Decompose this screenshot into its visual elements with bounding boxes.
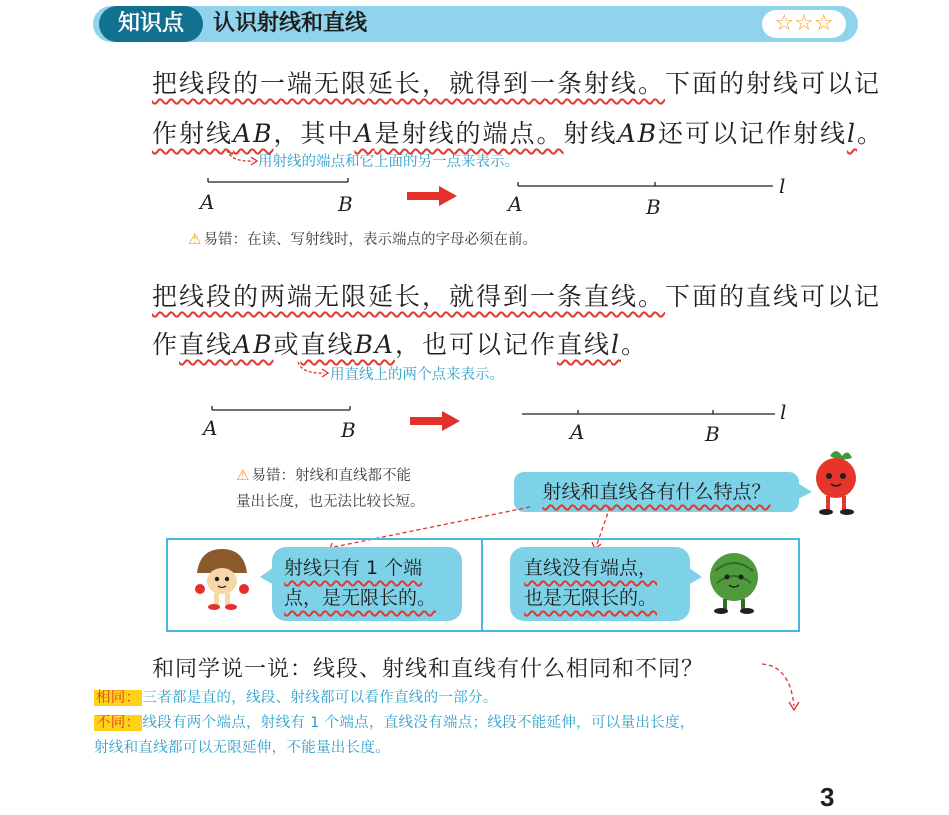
same-answer <box>94 686 498 707</box>
comparison-divider <box>481 538 483 632</box>
discussion-prompt: 和同学说一说：线段、射线和直线有什么相同和不同？ <box>152 657 705 682</box>
warning-icon: ⚠ <box>236 466 250 484</box>
ray-warning <box>188 228 537 249</box>
topic-tag: 知识点 <box>99 6 203 42</box>
label-b: B <box>338 192 353 216</box>
ray-definition-line-1 <box>152 64 881 100</box>
ray-answer-line-2: 点，是无限长的。 <box>284 587 437 609</box>
label-b: B <box>705 422 720 446</box>
line-word: 直线 <box>179 330 234 359</box>
dashed-arrow-icon <box>760 662 808 714</box>
label-a: A <box>200 190 215 214</box>
star-icon: ☆☆☆ <box>774 11 834 36</box>
label-b: B <box>341 418 356 442</box>
line-ab: AB <box>233 330 274 359</box>
diff-answer-cont: 射线和直线都可以无限延伸，不能量出长度。 <box>94 740 390 756</box>
ray-answer-line-1: 射线只有 1 个端 <box>284 557 423 579</box>
same-label: 相同： <box>96 690 141 706</box>
question-text: 射线和直线各有什么特点？ <box>542 481 771 503</box>
arrow-icon <box>410 417 446 425</box>
label-l: l <box>780 400 787 424</box>
line-ba: BA <box>354 330 395 359</box>
label-l: l <box>779 174 786 198</box>
diff-answer <box>94 711 695 732</box>
same-text: 三者都是直的，线段、射线都可以看作直线的一部分。 <box>142 690 498 706</box>
ray-l: l <box>847 119 858 148</box>
ray-diagram <box>195 172 795 222</box>
line-answer-line-2: 也是无限长的。 <box>524 587 658 609</box>
text-or: 或 <box>273 330 301 359</box>
text-qizhong: ，其中 <box>273 119 355 148</box>
line-l-underlined <box>557 330 621 359</box>
line-answer-bubble <box>510 547 690 621</box>
diff-text-1: 线段有两个端点，射线有 1 个端点，直线没有端点；线段不能延伸，可以量出长度， <box>142 715 695 731</box>
page-title: 认识射线和直线 <box>213 11 368 36</box>
text-ray: 射线 <box>563 119 618 148</box>
warning-icon: ⚠ <box>188 230 202 248</box>
header-bar <box>93 6 858 42</box>
text-also: ，也可以记作 <box>394 330 557 359</box>
line-warning-text-2: 量出长度，也无法比较长短。 <box>236 494 425 510</box>
text-alt: 还可以记作射线 <box>658 119 848 148</box>
label-a: A <box>203 416 218 440</box>
ray-definition-text: 把线段的一端无限延长，就得到一条射线。 <box>152 69 666 98</box>
label-b: B <box>646 195 661 219</box>
ray-definition-line-2 <box>152 114 884 150</box>
ray-ab-2: AB <box>617 119 658 148</box>
page-number: 3 <box>820 782 835 812</box>
point-a: A <box>354 119 375 148</box>
line-definition-text: 把线段的两端无限延长，就得到一条直线。 <box>152 282 666 311</box>
line-word: 直线 <box>300 330 355 359</box>
ray-ab: AB <box>233 119 274 148</box>
ray-warning-text: 易错：在读、写射线时，表示端点的字母必须在前。 <box>203 232 537 248</box>
ray-note: 用射线的端点和它上面的另一点来表示。 <box>258 154 519 170</box>
line-answer-line-1: 直线没有端点， <box>524 557 658 579</box>
line-word: 直线 <box>556 330 611 359</box>
line-definition-text-cont: 下面的直线可以记 <box>665 282 882 311</box>
text-zuo: 作 <box>152 330 180 359</box>
bubble-tail-icon <box>688 567 702 587</box>
ray-name-underlined <box>152 119 273 148</box>
endpoint-text: 是射线的端点。 <box>374 119 564 148</box>
arrow-icon <box>407 192 443 200</box>
period: 。 <box>857 119 885 148</box>
diff-label: 不同： <box>96 715 141 731</box>
line-note: 用直线上的两个点来表示。 <box>330 367 504 383</box>
ray-definition-text-cont: 下面的射线可以记 <box>665 69 882 98</box>
line-ba-underlined <box>300 330 394 359</box>
line-ab-underlined <box>179 330 273 359</box>
ray-word: 作射线 <box>152 119 234 148</box>
label-a: A <box>570 420 585 444</box>
tomato-character-icon <box>810 446 862 521</box>
cabbage-character-icon <box>703 549 765 615</box>
period: 。 <box>620 330 648 359</box>
mushroom-character-icon <box>192 547 252 613</box>
line-definition-line-2 <box>152 325 648 361</box>
ray-answer-bubble <box>272 547 462 621</box>
difficulty-stars <box>762 10 846 38</box>
line-l: l <box>610 330 621 359</box>
line-warning-text: 易错：射线和直线都不能 <box>251 468 411 484</box>
label-a: A <box>508 192 523 216</box>
line-definition-line-1 <box>152 277 881 313</box>
